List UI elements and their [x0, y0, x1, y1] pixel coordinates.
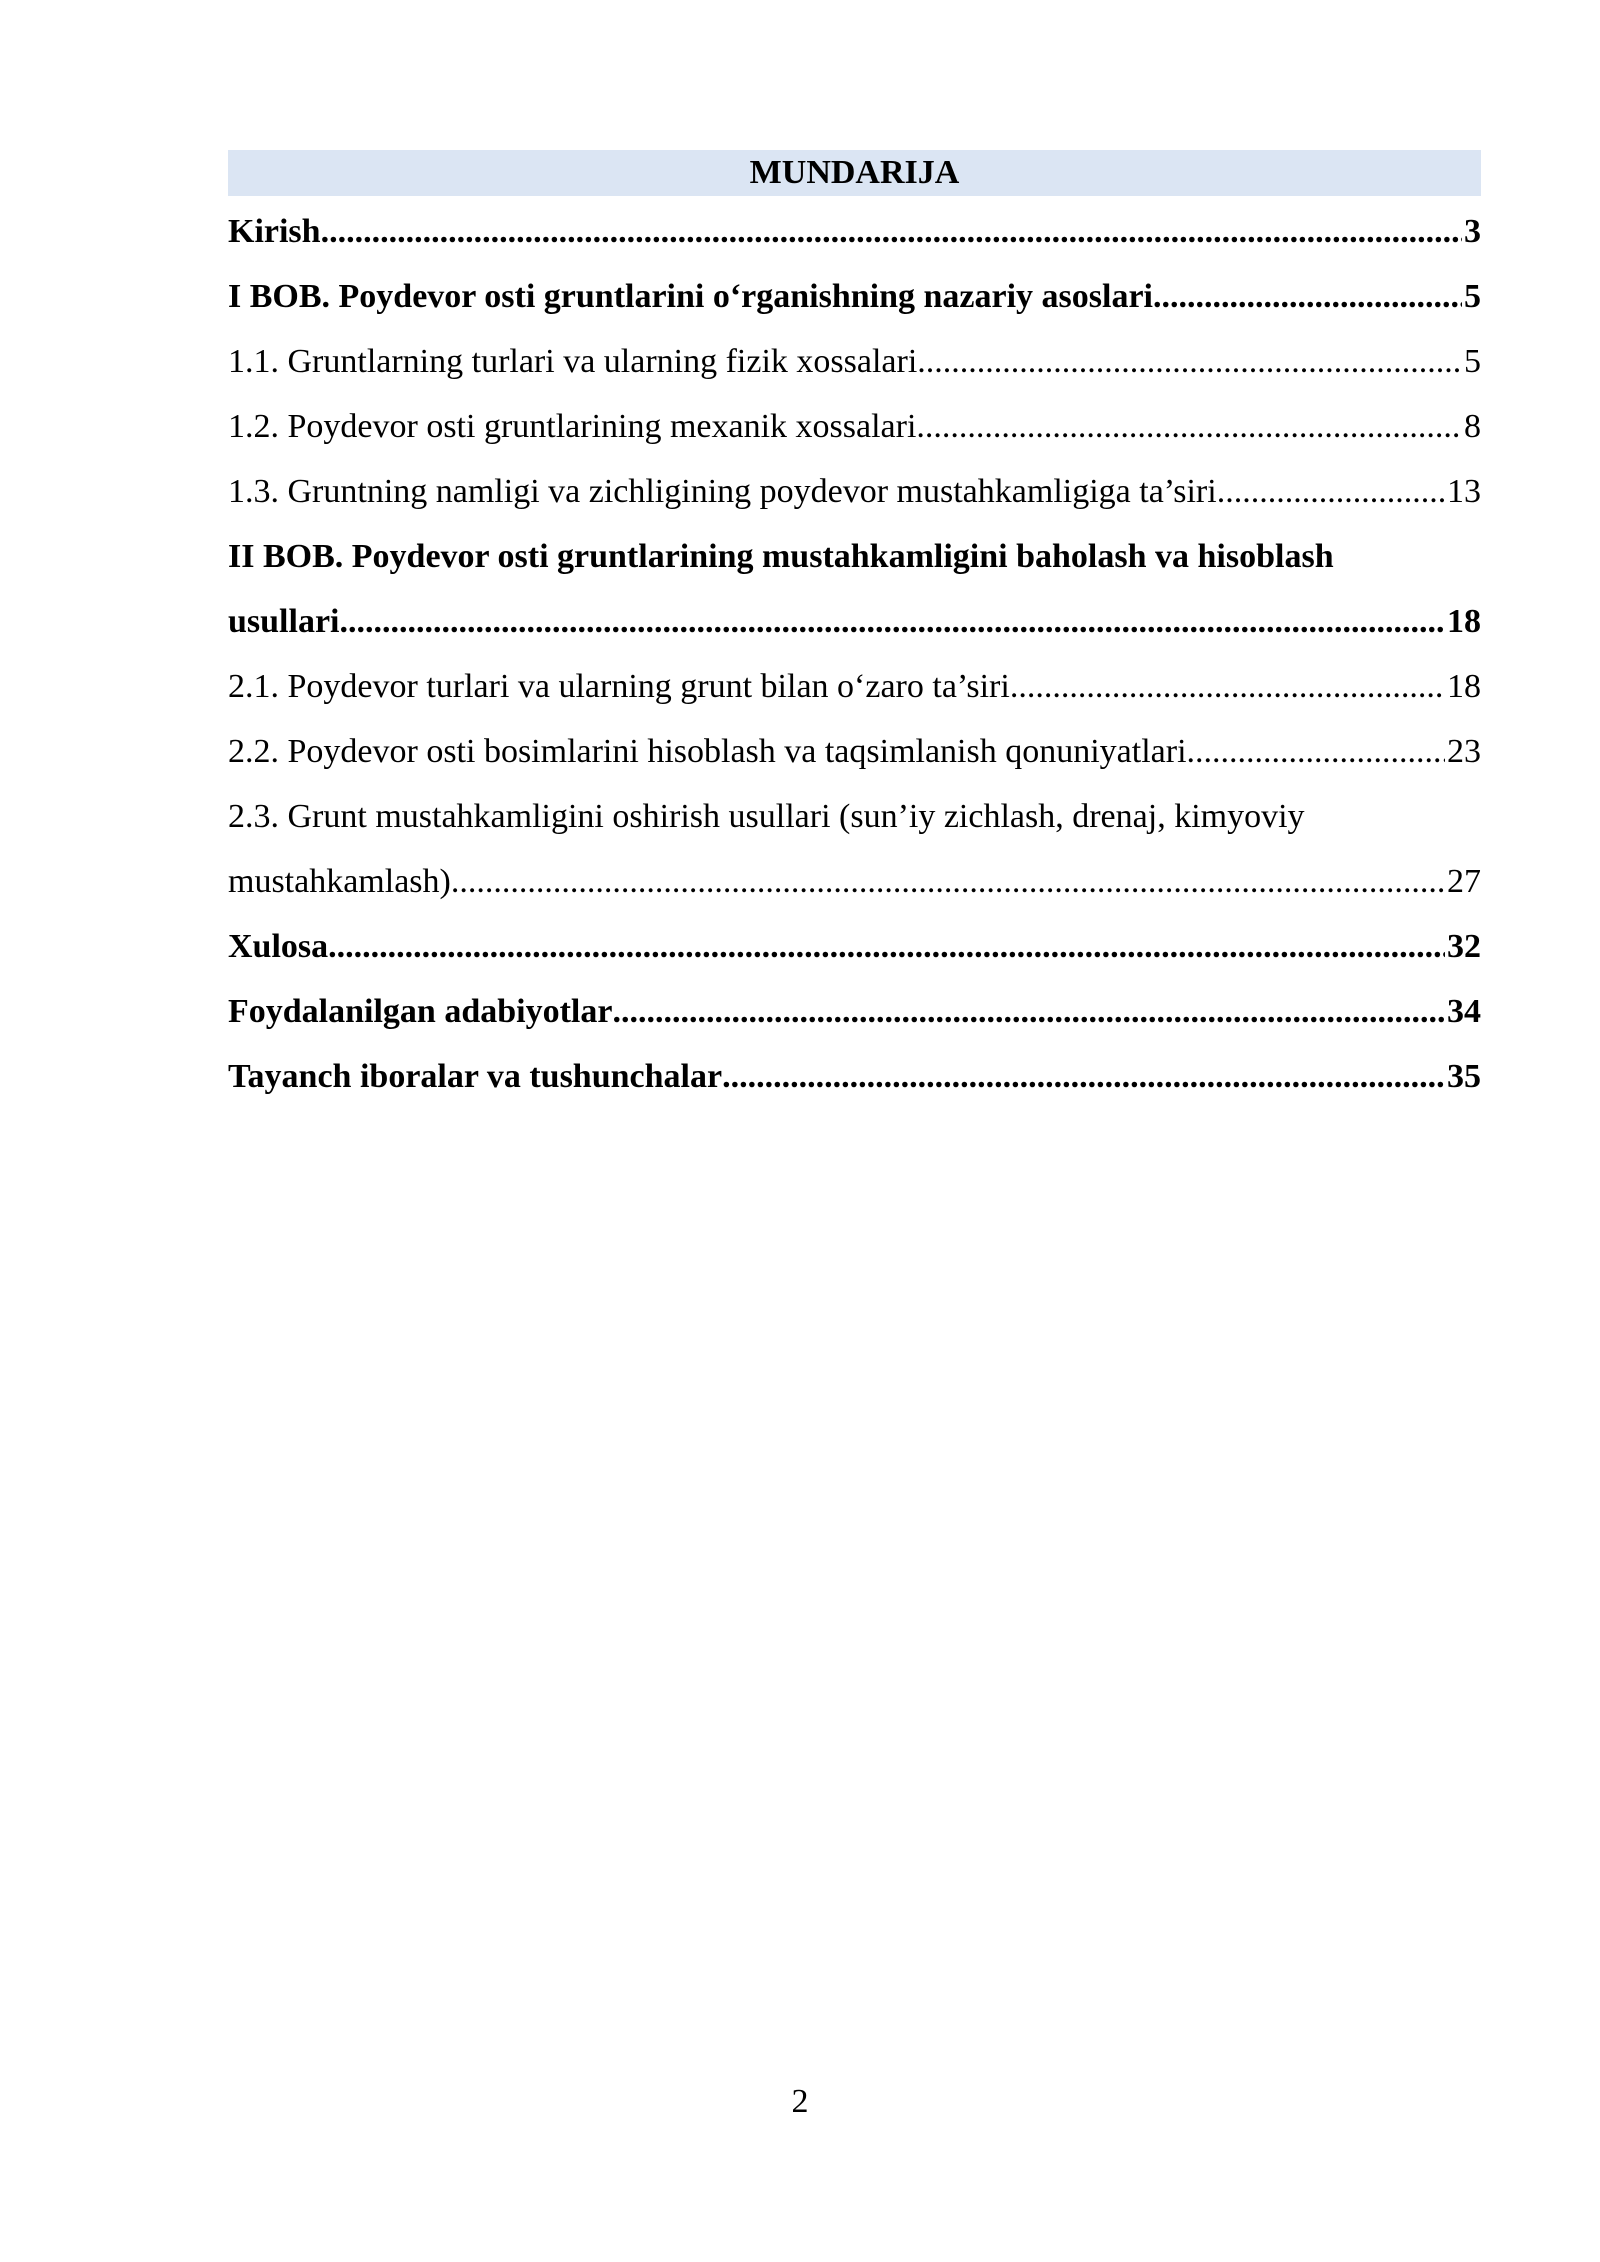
- toc-entry-text: 1.2. Poydevor osti gruntlarining mexanik xossalari: [228, 408, 917, 445]
- dot-leader: [917, 329, 1462, 394]
- toc-entry-references[interactable]: [228, 979, 1481, 1044]
- toc-entry-text: Xulosa: [228, 928, 329, 965]
- toc-entry-text: usullari: [228, 603, 340, 640]
- toc-entry-glossary[interactable]: [228, 1044, 1481, 1109]
- toc-entry-text: Kirish: [228, 213, 321, 250]
- dot-leader: [451, 849, 1445, 914]
- toc-entry-text: 2.2. Poydevor osti bosimlarini hisoblash va taqsimlanish qonuniyatlari: [228, 733, 1187, 770]
- toc-entry-page: 5: [1464, 343, 1481, 380]
- toc-entry-page: 27: [1447, 863, 1481, 900]
- toc-entry-page: 5: [1464, 278, 1481, 315]
- toc-entry-page: 34: [1447, 993, 1481, 1030]
- toc-entry-page: 3: [1464, 213, 1481, 250]
- toc-entry-text: Tayanch iboralar va tushunchalar: [228, 1058, 723, 1095]
- toc-entry-2-3[interactable]: [228, 849, 1481, 914]
- toc-entry-page: 18: [1447, 603, 1481, 640]
- toc-entry-1-1[interactable]: [228, 329, 1481, 394]
- toc-entry-kirish[interactable]: [228, 199, 1481, 264]
- toc-title: MUNDARIJA: [228, 150, 1481, 196]
- toc-entry-1-3[interactable]: [228, 459, 1481, 524]
- toc-entry-page: 35: [1447, 1058, 1481, 1095]
- toc-entry-text: 2.1. Poydevor turlari va ularning grunt bilan o‘zaro ta’siri: [228, 668, 1010, 705]
- dot-leader: [321, 199, 1462, 264]
- dot-leader: [1187, 719, 1445, 784]
- toc-entry-page: 23: [1447, 733, 1481, 770]
- toc-entry-text: mustahkamlash): [228, 863, 451, 900]
- toc-entry-page: 13: [1447, 473, 1481, 510]
- dot-leader: [916, 394, 1462, 459]
- toc-entry-chapter-2-line1[interactable]: II BOB. Poydevor osti gruntlarining mustahkamligini baholash va hisoblash: [228, 538, 1334, 575]
- dot-leader: [612, 979, 1445, 1044]
- table-of-contents: [228, 150, 1481, 1109]
- page-number: 2: [791, 2083, 809, 2120]
- toc-entry-chapter-2[interactable]: [228, 589, 1481, 654]
- toc-entry-page: 8: [1464, 408, 1481, 445]
- toc-entry-chapter-1[interactable]: [228, 264, 1481, 329]
- toc-entry-text: 1.3. Gruntning namligi va zichligining poydevor mustahkamligiga ta’siri: [228, 473, 1217, 510]
- toc-entry-page: 18: [1447, 668, 1481, 705]
- toc-entry-2-2[interactable]: [228, 719, 1481, 784]
- toc-entry-xulosa[interactable]: [228, 914, 1481, 979]
- toc-entry-2-3-line1[interactable]: 2.3. Grunt mustahkamligini oshirish usullari (sun’iy zichlash, drenaj, kimyoviy: [228, 798, 1305, 835]
- dot-leader: [1010, 654, 1445, 719]
- dot-leader: [328, 914, 1445, 979]
- dot-leader: [1153, 264, 1462, 329]
- toc-entry-text: 1.1. Gruntlarning turlari va ularning fizik xossalari: [228, 343, 918, 380]
- toc-entry-2-1[interactable]: [228, 654, 1481, 719]
- toc-entry-1-2[interactable]: [228, 394, 1481, 459]
- dot-leader: [722, 1044, 1445, 1109]
- toc-entry-text: I BOB. Poydevor osti gruntlarini o‘rganishning nazariy asoslari: [228, 278, 1154, 315]
- toc-entry-text: Foydalanilgan adabiyotlar: [228, 993, 613, 1030]
- dot-leader: [339, 589, 1445, 654]
- dot-leader: [1217, 459, 1445, 524]
- toc-entry-page: 32: [1447, 928, 1481, 965]
